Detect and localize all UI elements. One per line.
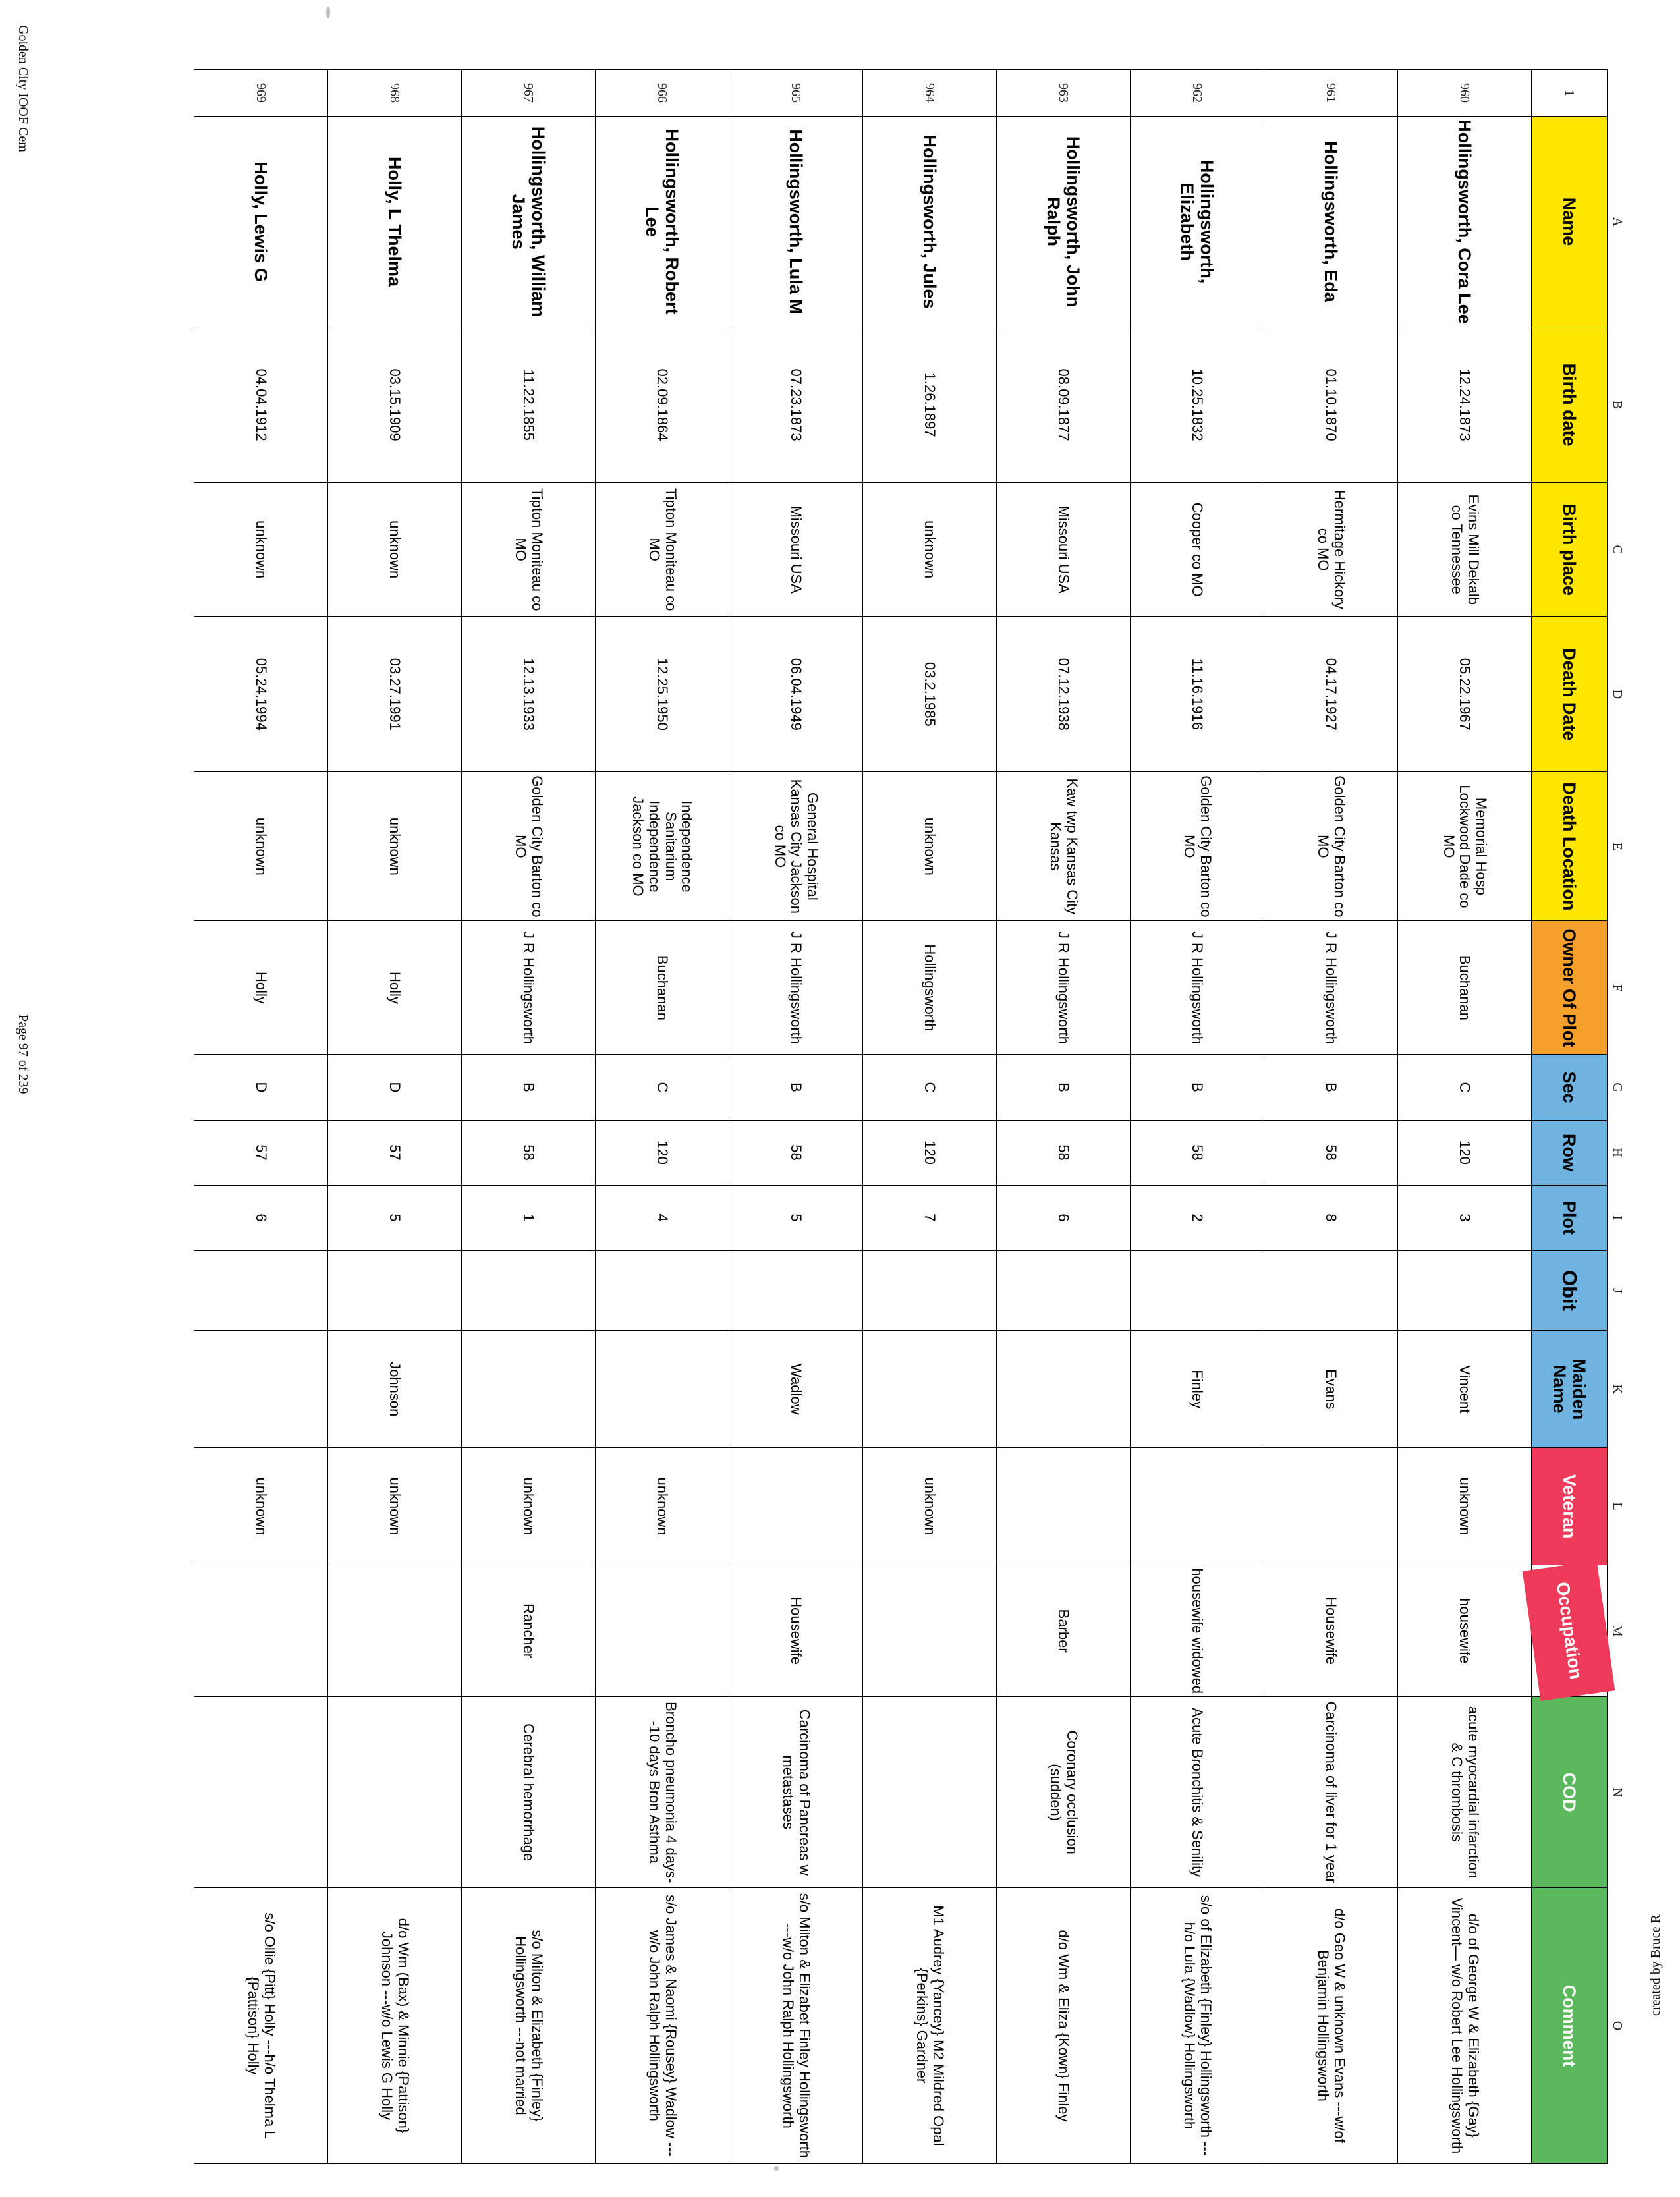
cell-sec[interactable]: C	[863, 1055, 997, 1120]
cell-death-date[interactable]: 04.17.1927	[1264, 617, 1398, 772]
cell-comment[interactable]: s/o James & Naomi {Rousey} Wadlow ---w/o John Ralph Hollingsworth	[596, 1887, 729, 2163]
cell-comment[interactable]: d/o Wm & Eliza {Kown} Finley	[997, 1887, 1131, 2163]
cell-birth-date[interactable]: 11.22.1855	[462, 327, 596, 483]
cell-veteran[interactable]: unknown	[1398, 1448, 1532, 1565]
cell-cod[interactable]: Carcinoma of Pancreas w metastases	[729, 1697, 863, 1887]
header-death-date[interactable]: Death Date	[1532, 617, 1608, 772]
cell-name[interactable]: Hollingsworth, Cora Lee	[1398, 117, 1532, 327]
cell-row[interactable]: 58	[1131, 1120, 1264, 1185]
cell-row[interactable]: 58	[729, 1120, 863, 1185]
table-row	[997, 70, 1131, 2164]
header-veteran[interactable]: Veteran	[1532, 1448, 1608, 1565]
cell-death-date[interactable]: 03.27.1991	[328, 617, 462, 772]
cell-maiden[interactable]: Vincent	[1398, 1331, 1532, 1448]
cell-sec[interactable]: D	[194, 1055, 328, 1120]
column-letter-strip	[1608, 70, 1628, 2164]
cell-maiden[interactable]: Wadlow	[729, 1331, 863, 1448]
column-letter-g[interactable]: G	[1610, 1082, 1625, 1092]
cell-birth-place[interactable]: unknown	[194, 483, 328, 617]
cell-death-date[interactable]: 11.16.1916	[1131, 617, 1264, 772]
cell-birth-date[interactable]: 03.15.1909	[328, 327, 462, 483]
column-letter-a[interactable]: A	[1610, 217, 1625, 227]
cell-birth-place[interactable]: Tipton Moniteau co MO	[462, 483, 596, 617]
cell-comment[interactable]: M1 Audrey {Yancey} M2 Mildred Opal {Perkins} Gardner	[863, 1887, 997, 2163]
cell-death-location[interactable]: Golden City Barton co MO	[462, 772, 596, 921]
cell-name[interactable]: Hollingsworth, Robert Lee	[596, 117, 729, 327]
cell-birth-date[interactable]: 07.23.1873	[729, 327, 863, 483]
cell-death-location[interactable]: Golden City Barton co MO	[1264, 772, 1398, 921]
table-row	[194, 70, 328, 2164]
page-number-note: Page 97 of 239	[16, 1015, 30, 1094]
cell-owner[interactable]: J R Hollingsworth	[1131, 921, 1264, 1055]
cell-veteran[interactable]	[1264, 1448, 1398, 1565]
cell-obit[interactable]	[1264, 1250, 1398, 1331]
column-letter-j[interactable]: J	[1610, 1288, 1625, 1293]
column-letter-d[interactable]: D	[1610, 689, 1625, 700]
header-row[interactable]: Row	[1532, 1120, 1608, 1185]
column-letter-b[interactable]: B	[1610, 400, 1625, 410]
header-maiden-name[interactable]: Maiden Name	[1532, 1331, 1608, 1448]
cell-row[interactable]: 120	[1398, 1120, 1532, 1185]
header-birth-place[interactable]: Birth place	[1532, 483, 1608, 617]
header-sec[interactable]: Sec	[1532, 1055, 1608, 1120]
cell-death-location[interactable]: Kaw twp Kansas City Kansas	[997, 772, 1131, 921]
cell-owner[interactable]: Holly	[328, 921, 462, 1055]
burial-records-table	[194, 69, 1627, 2164]
cell-name[interactable]: Hollingsworth, Elizabeth	[1131, 117, 1264, 327]
cell-veteran[interactable]: unknown	[328, 1448, 462, 1565]
cell-plot[interactable]: 6	[194, 1185, 328, 1250]
cell-obit[interactable]	[1131, 1250, 1264, 1331]
row-number[interactable]: 966	[596, 70, 729, 117]
cell-maiden[interactable]	[462, 1331, 596, 1448]
cell-comment[interactable]: s/o Milton & Elizabet Finley Hollingsworth ---w/o John Ralph Hollingsworth	[729, 1887, 863, 2163]
column-letter-k[interactable]: K	[1610, 1384, 1625, 1394]
row-number[interactable]: 961	[1264, 70, 1398, 117]
row-number[interactable]: 965	[729, 70, 863, 117]
cell-birth-place[interactable]: Evins Mill Dekalb co Tennessee	[1398, 483, 1532, 617]
cemetery-note: Golden City IOOF Cem	[16, 25, 30, 152]
table-row	[1398, 70, 1532, 2164]
cell-comment[interactable]: d/o of George W & Elizabeth {Gay} Vincent— w/o Robert Lee Hollingsworth	[1398, 1887, 1532, 2163]
cell-cod[interactable]: Acute Bronchitis & Senility	[1131, 1697, 1264, 1887]
header-occupation[interactable]: Occupation	[1523, 1560, 1616, 1702]
cell-sec[interactable]: B	[1264, 1055, 1398, 1120]
table-row	[462, 70, 596, 2164]
cell-maiden[interactable]	[997, 1331, 1131, 1448]
cell-cod[interactable]: Carcinoma of liver for 1 year	[1264, 1697, 1398, 1887]
row-number[interactable]: 960	[1398, 70, 1532, 117]
cell-birth-date[interactable]: 10.25.1832	[1131, 327, 1264, 483]
cell-name[interactable]: Hollingsworth, Eda	[1264, 117, 1398, 327]
cell-sec[interactable]: C	[1398, 1055, 1532, 1120]
cell-owner[interactable]: Buchanan	[596, 921, 729, 1055]
cell-death-date[interactable]: 06.04.1949	[729, 617, 863, 772]
cell-name[interactable]: Holly, Lewis G	[194, 117, 328, 327]
cell-birth-place[interactable]: Missouri USA	[729, 483, 863, 617]
cell-occupation[interactable]	[194, 1565, 328, 1697]
cell-comment[interactable]: s/o of Elizabeth {Finley} Hollingsworth ---h/o Lula {Wadlow} Hollingsworth	[1131, 1887, 1264, 2163]
cell-occupation[interactable]	[328, 1565, 462, 1697]
cell-occupation[interactable]: Housewife	[729, 1565, 863, 1697]
cell-birth-date[interactable]: 1.26.1897	[863, 327, 997, 483]
header-cod[interactable]: COD	[1532, 1697, 1608, 1887]
cell-cod[interactable]	[194, 1697, 328, 1887]
cell-birth-place[interactable]: Tipton Moniteau co MO	[596, 483, 729, 617]
header-obit[interactable]: Obit	[1532, 1250, 1608, 1331]
cell-comment[interactable]: s/o Milton & Elizabeth {Finley} Hollingsworth ---not married	[462, 1887, 596, 2163]
cell-maiden[interactable]: Finley	[1131, 1331, 1264, 1448]
cell-row[interactable]: 58	[1264, 1120, 1398, 1185]
column-letter-f[interactable]: F	[1610, 984, 1625, 991]
cell-obit[interactable]	[729, 1250, 863, 1331]
cell-owner[interactable]: J R Hollingsworth	[729, 921, 863, 1055]
cell-veteran[interactable]: unknown	[462, 1448, 596, 1565]
cell-birth-place[interactable]: unknown	[328, 483, 462, 617]
cell-birth-place[interactable]: unknown	[863, 483, 997, 617]
cell-death-location[interactable]: Memorial Hosp Lockwood Dade co MO	[1398, 772, 1532, 921]
cell-maiden[interactable]	[194, 1331, 328, 1448]
cell-maiden[interactable]	[863, 1331, 997, 1448]
cell-occupation[interactable]: housewife	[1398, 1565, 1532, 1697]
header-name[interactable]: Name	[1532, 117, 1608, 327]
cell-occupation[interactable]: Housewife	[1264, 1565, 1398, 1697]
cell-row[interactable]: 120	[596, 1120, 729, 1185]
cell-death-date[interactable]: 05.22.1967	[1398, 617, 1532, 772]
column-letter-n[interactable]: N	[1610, 1787, 1625, 1797]
created-by-note: created by Bruce R	[1648, 1914, 1663, 2016]
cell-owner[interactable]: J R Hollingsworth	[1264, 921, 1398, 1055]
cell-veteran[interactable]: unknown	[194, 1448, 328, 1565]
column-letter-i[interactable]: I	[1610, 1215, 1625, 1220]
cell-obit[interactable]	[863, 1250, 997, 1331]
row-number[interactable]: 968	[328, 70, 462, 117]
cell-occupation[interactable]: housewife widowed	[1131, 1565, 1264, 1697]
cell-plot[interactable]: 6	[997, 1185, 1131, 1250]
cell-death-date[interactable]: 03.2.1985	[863, 617, 997, 772]
cell-occupation[interactable]: Barber	[997, 1565, 1131, 1697]
header-birth-date[interactable]: Birth date	[1532, 327, 1608, 483]
cell-occupation[interactable]: Rancher	[462, 1565, 596, 1697]
cell-obit[interactable]	[194, 1250, 328, 1331]
cell-sec[interactable]: B	[729, 1055, 863, 1120]
cell-veteran[interactable]	[997, 1448, 1131, 1565]
cell-birth-date[interactable]: 08.09.1877	[997, 327, 1131, 483]
cell-name[interactable]: Holly, L Thelma	[328, 117, 462, 327]
cell-sec[interactable]: C	[596, 1055, 729, 1120]
cell-plot[interactable]: 3	[1398, 1185, 1532, 1250]
cell-veteran[interactable]: unknown	[863, 1448, 997, 1565]
cell-death-date[interactable]: 05.24.1994	[194, 617, 328, 772]
row-number[interactable]: 963	[997, 70, 1131, 117]
row-number[interactable]: 1	[1532, 70, 1608, 117]
column-letter-c[interactable]: C	[1610, 545, 1625, 554]
cell-occupation[interactable]	[863, 1565, 997, 1697]
table-row	[863, 70, 997, 2164]
cell-death-date[interactable]: 12.13.1933	[462, 617, 596, 772]
cell-plot[interactable]: 8	[1264, 1185, 1398, 1250]
cell-death-date[interactable]: 07.12.1938	[997, 617, 1131, 772]
cell-birth-place[interactable]: Hermitage Hickory co MO	[1264, 483, 1398, 617]
cell-birth-date[interactable]: 01.10.1870	[1264, 327, 1398, 483]
cell-plot[interactable]: 2	[1131, 1185, 1264, 1250]
cell-row[interactable]: 58	[462, 1120, 596, 1185]
cell-comment[interactable]: s/o Ollie {Pitt} Holly ---h/o Thelma L {Pattison} Holly	[194, 1887, 328, 2163]
cell-cod[interactable]: Coronary occlusion (sudden)	[997, 1697, 1131, 1887]
cell-owner[interactable]: J R Hollingsworth	[462, 921, 596, 1055]
header-owner-of-plot[interactable]: Owner Of Plot	[1532, 921, 1608, 1055]
cell-obit[interactable]	[462, 1250, 596, 1331]
cell-sec[interactable]: B	[462, 1055, 596, 1120]
header-plot[interactable]: Plot	[1532, 1185, 1608, 1250]
cell-comment[interactable]: d/o Wm (Bax) & Minnie {Pattison} Johnson ---w/o Lewis G Holly	[328, 1887, 462, 2163]
cell-obit[interactable]	[596, 1250, 729, 1331]
cell-occupation[interactable]	[596, 1565, 729, 1697]
cell-cod[interactable]: Cerebral hemorrhage	[462, 1697, 596, 1887]
cell-death-location[interactable]: Independence Sanitarium Independence Jackson co MO	[596, 772, 729, 921]
cell-owner[interactable]: Hollingsworth	[863, 921, 997, 1055]
column-letter-m[interactable]: M	[1610, 1625, 1625, 1637]
cell-cod[interactable]	[328, 1697, 462, 1887]
cell-name[interactable]: Hollingsworth, Lula M	[729, 117, 863, 327]
cell-sec[interactable]: D	[328, 1055, 462, 1120]
cell-plot[interactable]: 5	[729, 1185, 863, 1250]
cell-cod[interactable]: Broncho pneumonia 4 days--10 days Bron Asthma	[596, 1697, 729, 1887]
cell-veteran[interactable]: unknown	[596, 1448, 729, 1565]
cell-comment[interactable]: d/o Geo W & unknown Evans ---w/of Benjamin Hollingsworth	[1264, 1887, 1398, 2163]
cell-birth-place[interactable]: Cooper co MO	[1131, 483, 1264, 617]
table-row	[1264, 70, 1398, 2164]
cell-name[interactable]: Hollingsworth, William James	[462, 117, 596, 327]
table-row	[1131, 70, 1264, 2164]
table-header-row	[1532, 70, 1608, 2164]
column-letter-l[interactable]: L	[1610, 1502, 1625, 1511]
table-row	[729, 70, 863, 2164]
cell-obit[interactable]	[1398, 1250, 1532, 1331]
cell-row[interactable]: 58	[997, 1120, 1131, 1185]
cell-cod[interactable]	[863, 1697, 997, 1887]
row-number[interactable]: 964	[863, 70, 997, 117]
row-number[interactable]: 962	[1131, 70, 1264, 117]
cell-row[interactable]: 57	[194, 1120, 328, 1185]
cell-death-location[interactable]: unknown	[194, 772, 328, 921]
cell-row[interactable]: 120	[863, 1120, 997, 1185]
cell-maiden[interactable]: Johnson	[328, 1331, 462, 1448]
cell-birth-place[interactable]: Missouri USA	[997, 483, 1131, 617]
cell-obit[interactable]	[997, 1250, 1131, 1331]
cell-owner[interactable]: Holly	[194, 921, 328, 1055]
cell-cod[interactable]: acute myocardial infarction & C thrombosis	[1398, 1697, 1532, 1887]
cell-plot[interactable]: 7	[863, 1185, 997, 1250]
cell-owner[interactable]: J R Hollingsworth	[997, 921, 1131, 1055]
cell-death-location[interactable]: unknown	[328, 772, 462, 921]
header-death-location[interactable]: Death Location	[1532, 772, 1608, 921]
cell-name[interactable]: Hollingsworth, Jules	[863, 117, 997, 327]
cell-name[interactable]: Hollingsworth, John Ralph	[997, 117, 1131, 327]
cell-death-date[interactable]: 12.25.1950	[596, 617, 729, 772]
cell-sec[interactable]: B	[1131, 1055, 1264, 1120]
corner-cell	[1608, 70, 1628, 117]
cell-birth-date[interactable]: 04.04.1912	[194, 327, 328, 483]
table-row	[596, 70, 729, 2164]
scan-speck	[326, 7, 330, 18]
header-comment[interactable]: Comment	[1532, 1887, 1608, 2163]
cell-plot[interactable]: 4	[596, 1185, 729, 1250]
cell-birth-date[interactable]: 02.09.1864	[596, 327, 729, 483]
cell-sec[interactable]: B	[997, 1055, 1131, 1120]
cell-row[interactable]: 57	[328, 1120, 462, 1185]
row-number[interactable]: 967	[462, 70, 596, 117]
cell-death-location[interactable]: unknown	[863, 772, 997, 921]
cell-plot[interactable]: 5	[328, 1185, 462, 1250]
cell-veteran[interactable]	[729, 1448, 863, 1565]
cell-veteran[interactable]	[1131, 1448, 1264, 1565]
cell-plot[interactable]: 1	[462, 1185, 596, 1250]
row-number[interactable]: 969	[194, 70, 328, 117]
spreadsheet-rotated-container	[33, 69, 1627, 2197]
cell-maiden[interactable]	[596, 1331, 729, 1448]
column-letter-e[interactable]: E	[1610, 842, 1625, 850]
column-letter-o[interactable]: O	[1610, 2020, 1625, 2031]
cell-birth-date[interactable]: 12.24.1873	[1398, 327, 1532, 483]
cell-death-location[interactable]: General Hospital Kansas City Jackson co MO	[729, 772, 863, 921]
cell-owner[interactable]: Buchanan	[1398, 921, 1532, 1055]
table-row	[328, 70, 462, 2164]
column-letter-h[interactable]: H	[1610, 1148, 1625, 1157]
cell-maiden[interactable]: Evans	[1264, 1331, 1398, 1448]
cell-obit[interactable]	[328, 1250, 462, 1331]
cell-death-location[interactable]: Golden City Barton co MO	[1131, 772, 1264, 921]
